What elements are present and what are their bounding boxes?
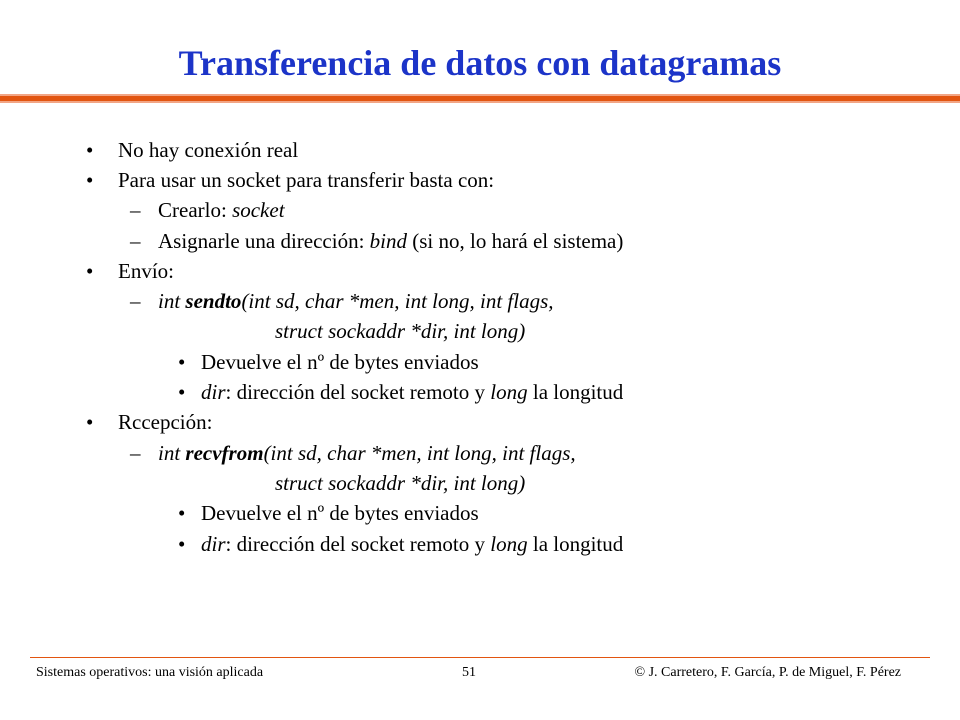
sub-item: – int recvfrom(int sd, char *men, int long, int flags, — [130, 441, 576, 465]
sub-item: – Asignarle una dirección: bind (si no, lo hará el sistema) — [130, 229, 624, 253]
bullet-marker: • — [178, 380, 186, 404]
sub-sub-item: • dir: dirección del socket remoto y long la longitud — [178, 532, 624, 556]
title-underline — [0, 94, 960, 103]
footer-authors: © J. Carretero, F. García, P. de Miguel, F. Pérez — [634, 665, 901, 680]
footer-divider — [30, 657, 930, 658]
bullet-marker: • — [178, 501, 186, 525]
dash-marker: – — [130, 198, 141, 222]
dash-marker: – — [130, 229, 141, 253]
bullet-marker: • — [86, 259, 94, 283]
slide-title: Transferencia de datos con datagramas — [178, 43, 782, 83]
dash-marker: – — [130, 289, 141, 313]
sub-item: – int sendto(int sd, char *men, int long, int flags, — [130, 289, 554, 313]
sub-sub-item: • Devuelve el nº de bytes enviados — [178, 501, 479, 525]
footer-page-number: 51 — [462, 665, 476, 680]
bullet-marker: • — [86, 168, 94, 192]
bullet-item: • No hay conexión real — [86, 138, 299, 162]
bullet-item: • Para usar un socket para transferir basta con: — [86, 168, 495, 192]
sub-sub-item: • Devuelve el nº de bytes enviados — [178, 350, 479, 374]
sub-sub-item: • dir: dirección del socket remoto y long la longitud — [178, 380, 624, 404]
dash-marker: – — [130, 441, 141, 465]
bullet-marker: • — [86, 410, 94, 434]
bullet-item: • Envío: — [86, 259, 174, 283]
bullet-item: • Rccepción: — [86, 410, 213, 434]
bullet-marker: • — [178, 532, 186, 556]
sub-item: – Crearlo: socket — [130, 198, 285, 222]
bullet-marker: • — [86, 138, 94, 162]
code-continuation: struct sockaddr *dir, int long) — [275, 471, 526, 495]
code-continuation: struct sockaddr *dir, int long) — [275, 319, 526, 343]
footer-book-title: Sistemas operativos: una visión aplicada — [36, 665, 264, 680]
bullet-marker: • — [178, 350, 186, 374]
